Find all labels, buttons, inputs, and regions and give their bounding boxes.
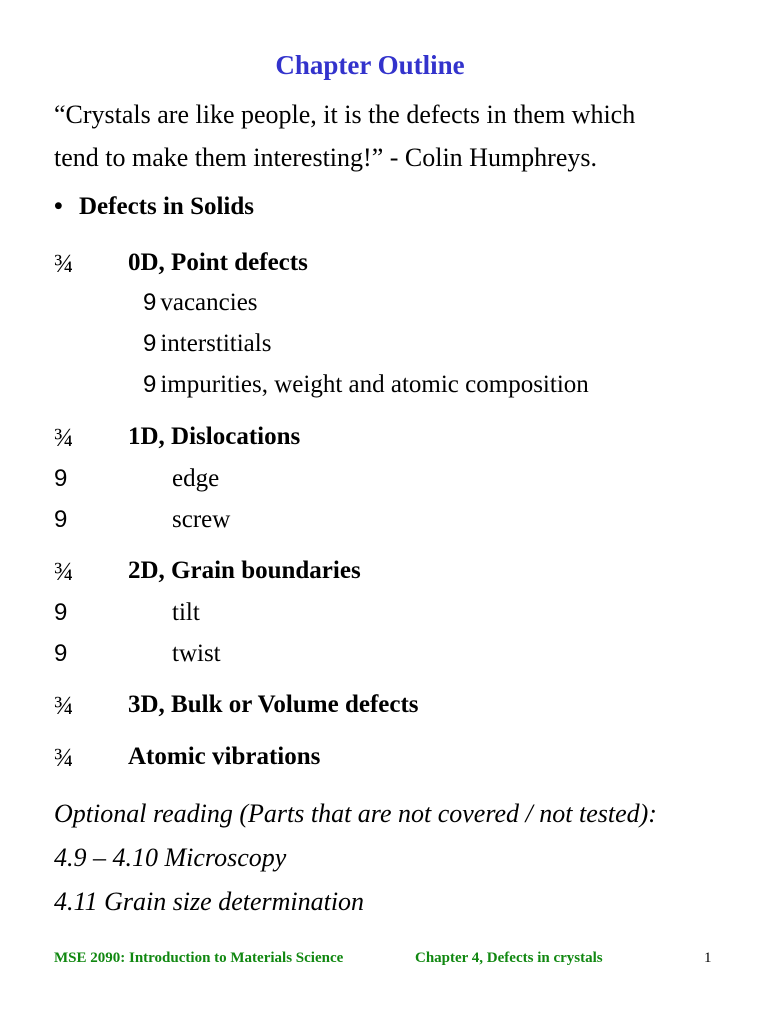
- optional-reading-line-3: 4.11 Grain size determination: [54, 887, 365, 916]
- section-marker-0d: ¾: [54, 249, 74, 278]
- quote-line-2: tend to make them interesting!” - Colin Humphreys.: [54, 143, 597, 172]
- optional-reading-line-1: Optional reading (Parts that are not covered / not tested):: [54, 799, 657, 828]
- item-marker: 9: [54, 506, 68, 533]
- item-marker: 9: [54, 465, 68, 492]
- item-text: vacancies: [160, 289, 258, 316]
- item-text: impurities, weight and atomic composition: [160, 371, 589, 398]
- section-heading-vibrations: Atomic vibrations: [128, 743, 321, 770]
- list-item: [143, 371, 589, 399]
- item-marker: 9: [143, 289, 157, 316]
- bullet-icon: •: [54, 193, 63, 220]
- item-text: twist: [172, 640, 221, 667]
- section-heading-2d: 2D, Grain boundaries: [128, 557, 361, 584]
- list-item: [143, 330, 271, 358]
- bullet-defects-in-solids: [54, 193, 254, 221]
- item-text: screw: [172, 506, 231, 533]
- item-text: edge: [172, 465, 220, 492]
- section-heading-3d: 3D, Bulk or Volume defects: [128, 691, 419, 718]
- page-number: 1: [704, 950, 712, 966]
- item-text: tilt: [172, 599, 200, 626]
- section-marker-1d: ¾: [54, 423, 74, 452]
- list-item: [143, 289, 258, 317]
- page-title: Chapter Outline: [275, 50, 465, 80]
- item-text: interstitials: [160, 330, 272, 357]
- item-marker: 9: [143, 371, 157, 398]
- item-marker: 9: [54, 599, 68, 626]
- section-marker-vibrations: ¾: [54, 743, 74, 772]
- section-marker-2d: ¾: [54, 557, 74, 586]
- quote-line-1: “Crystals are like people, it is the defects in them which: [54, 100, 636, 129]
- section-heading-1d: 1D, Dislocations: [128, 423, 301, 450]
- footer-course: MSE 2090: Introduction to Materials Science: [54, 950, 344, 966]
- section-marker-3d: ¾: [54, 691, 74, 720]
- item-marker: 9: [54, 640, 68, 667]
- footer-chapter: Chapter 4, Defects in crystals: [415, 950, 603, 966]
- item-marker: 9: [143, 330, 157, 357]
- optional-reading-line-2: 4.9 – 4.10 Microscopy: [54, 843, 287, 872]
- section-heading-0d: 0D, Point defects: [128, 249, 308, 276]
- bullet-text: Defects in Solids: [79, 193, 254, 220]
